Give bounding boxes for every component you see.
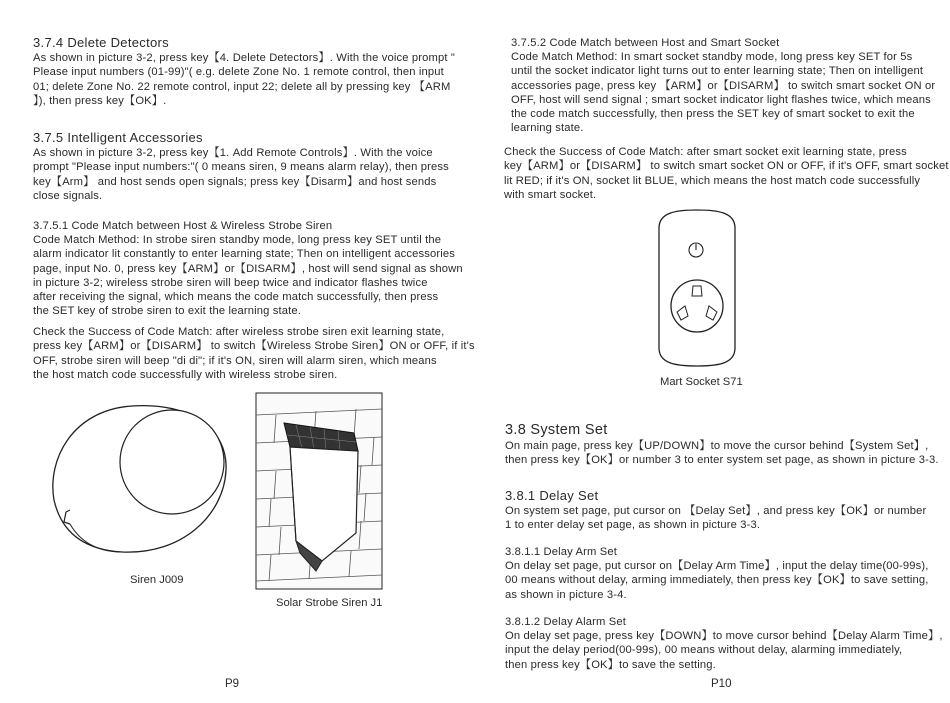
body-line: the code match successfully, then press the SET key of smart socket to exit the (511, 108, 915, 121)
body-line: Please input numbers (01-99)"( e.g. delete Zone No. 1 remote control, then input (33, 66, 444, 79)
body-line: alarm indicator lit constantly to enter learning state; Then on intelligent accessories (33, 248, 456, 261)
body-line: On delay set page, put cursor on【Delay Arm Time】, input the delay time(00-99s), (505, 560, 929, 572)
section-heading: 3.8.1.2 Delay Alarm Set (505, 616, 626, 628)
body-line: lit RED; if it's ON, socket lit BLUE, which means the host match code successfully (504, 174, 921, 187)
body-line: with smart socket. (504, 188, 597, 201)
body-line: page, input No. 0, press key【ARM】or【DISARM】, host will send signal as shown (33, 262, 463, 275)
right-page (475, 0, 950, 703)
section-3-7-5 (33, 130, 463, 203)
body-line: prompt "Please input numbers:"( 0 means siren, 9 means alarm relay), then press (33, 161, 449, 174)
body-line: As shown in picture 3-2, press key【4. Delete Detectors】. With the voice prompt " (33, 52, 455, 64)
smart-socket-illustration (647, 208, 747, 368)
body-line: OFF, strobe siren will beep "di di"; if it's ON, siren will alarm siren, which means (33, 354, 437, 367)
body-line: learning state. (511, 122, 584, 135)
body-line: Check the Success of Code Match: after wireless strobe siren exit learning state, (33, 326, 445, 338)
body-line: Check the Success of Code Match: after smart socket exit learning state, press (504, 146, 907, 158)
body-line: key【Arm】 and host sends open signals; press key【Disarm】and host sends (33, 175, 437, 188)
check-code-match-socket (504, 145, 949, 202)
body-line: until the socket indicator light turns out to enter learning state; Then on intelligent (511, 65, 924, 78)
section-3-7-4 (33, 35, 463, 108)
body-line: As shown in picture 3-2, press key【1. Add Remote Controls】. With the voice (33, 147, 433, 159)
solar-strobe-siren-illustration (256, 393, 386, 589)
body-line: then press key【OK】to save the setting. (505, 658, 716, 671)
body-line: press key【ARM】or【DISARM】 to switch【Wireless Strobe Siren】ON or OFF, if it's (33, 340, 475, 353)
siren-caption: Siren J009 (130, 574, 184, 586)
body-line: Code Match Method: In smart socket standby mode, long press key SET for 5s (511, 51, 913, 63)
siren-illustration (42, 400, 232, 570)
body-line: On system set page, put cursor on 【Delay Set】, and press key【OK】or number (505, 505, 927, 517)
section-heading: 3.8 System Set (505, 422, 608, 438)
section-3-8-1-1 (505, 545, 935, 602)
body-line: accessories page, press key 【ARM】or【DISARM】 to switch smart socket ON or (511, 79, 936, 92)
section-3-8-1-2 (505, 615, 943, 672)
solar-strobe-siren-caption: Solar Strobe Siren J1 (276, 597, 383, 609)
section-3-7-5-1 (33, 219, 463, 319)
section-heading: 3.7.5.1 Code Match between Host & Wireless Strobe Siren (33, 220, 333, 232)
section-heading: 3.7.5.2 Code Match between Host and Smart Socket (511, 37, 780, 49)
section-3-7-5-2 (511, 36, 936, 136)
body-line: close signals. (33, 189, 103, 202)
section-3-8-1 (505, 488, 935, 533)
body-line: the SET key of strobe siren to exit the learning state. (33, 305, 301, 318)
body-line: in picture 3-2; wireless strobe siren will beep twice and indicator flashes twice (33, 276, 428, 289)
body-line: then press key【OK】or number 3 to enter system set page, as shown in picture 3-3. (505, 454, 939, 467)
body-line: key【ARM】or【DISARM】 to switch smart socket ON or OFF, if it's OFF, smart socket (504, 160, 949, 173)
smart-socket-caption: Mart Socket S71 (660, 376, 743, 388)
page-number: P10 (711, 678, 732, 690)
body-line: Code Match Method: In strobe siren standby mode, long press key SET until the (33, 234, 442, 246)
body-line: as shown in picture 3-4. (505, 588, 627, 601)
page-number: P9 (225, 678, 240, 690)
body-line: 1 to enter delay set page, as shown in picture 3-3. (505, 519, 761, 532)
body-line: 00 means without delay, arming immediately, then press key【OK】to save setting, (505, 574, 929, 587)
body-line: the host match code successfully with wireless strobe siren. (33, 368, 338, 381)
body-line: input the delay period(00-99s), 00 means without delay, alarming immediately, (505, 644, 903, 657)
section-3-8 (505, 422, 939, 468)
section-heading: 3.8.1 Delay Set (505, 488, 599, 503)
section-heading: 3.8.1.1 Delay Arm Set (505, 546, 617, 558)
section-heading: 3.7.5 Intelligent Accessories (33, 130, 203, 145)
check-code-match-siren (33, 325, 475, 382)
body-line: 01; delete Zone No. 22 remote control, input 22; delete all by pressing key 【ARM (33, 80, 451, 93)
body-line: 】), then press key【OK】. (33, 94, 167, 107)
body-line: On main page, press key【UP/DOWN】to move the cursor behind【System Set】, (505, 440, 929, 452)
body-line: OFF, host will send signal ; smart socket indicator light flashes twice, which means (511, 93, 931, 106)
body-line: On delay set page, press key【DOWN】to move cursor behind【Delay Alarm Time】, (505, 630, 943, 642)
body-line: after receiving the signal, which means the code match successfully, then press (33, 291, 439, 304)
section-heading: 3.7.4 Delete Detectors (33, 35, 169, 50)
